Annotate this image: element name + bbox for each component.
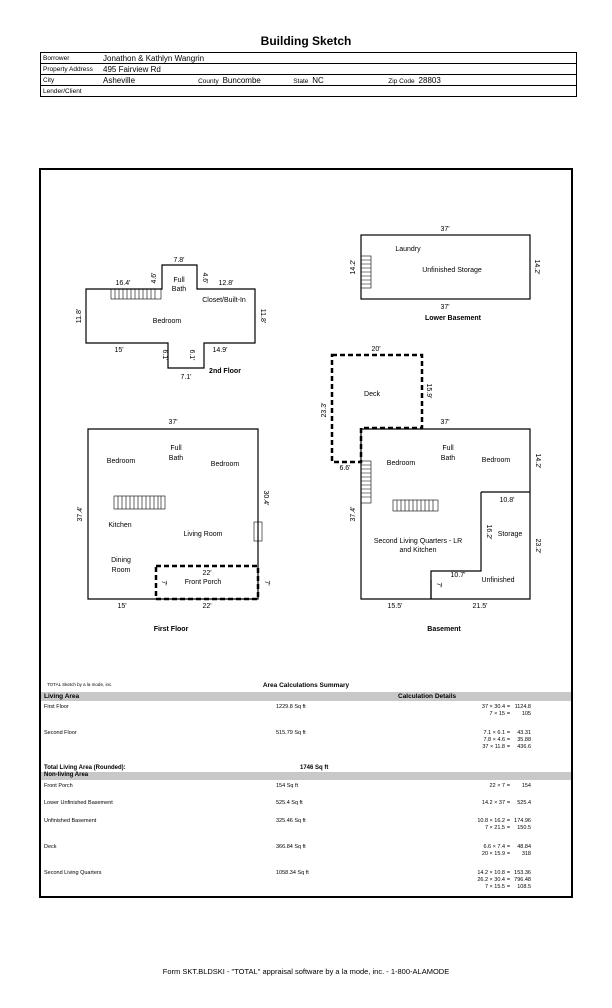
- header-table: [40, 52, 577, 97]
- calc-equals: =: [506, 800, 511, 806]
- dim-lb-top: 37': [440, 226, 450, 233]
- room-ff-front-porch: Front Porch: [184, 579, 222, 586]
- calc-expression: 6.6 × 7.4: [483, 844, 505, 850]
- calc-expression: 37 × 30.4: [481, 704, 505, 710]
- dim-bs-right-bottom: 23.2': [534, 538, 541, 554]
- calc-expression: 10.8 × 16.2: [477, 818, 505, 824]
- dim-2f-bath-left: 4.6': [151, 272, 158, 284]
- room-ff-dining-room: Room: [111, 567, 131, 574]
- summary-row-name: First Floor: [44, 704, 69, 710]
- room-2f-bedroom: Bedroom: [152, 318, 182, 325]
- calc-result: 43.31: [517, 730, 531, 736]
- dim-bs-bottom-right: 21.5': [472, 603, 488, 610]
- dim-bs-notch: 7': [435, 582, 442, 588]
- calc-expression: 22 × 7: [489, 783, 505, 789]
- room-ff-living: Living Room: [183, 531, 223, 538]
- calc-equals: =: [506, 818, 511, 824]
- dim-bs-notch-top: 10.7': [450, 572, 466, 579]
- lender-label: Lender/Client: [43, 87, 82, 95]
- total-value: 1746 Sq ft: [300, 765, 329, 771]
- calc-expression: 7 × 15: [489, 711, 505, 717]
- room-ff-dining: Dining: [111, 557, 131, 564]
- dim-deck-left: 23.3': [321, 402, 328, 418]
- nonliving-label: Non-living Area: [44, 772, 89, 778]
- room-ff-bedroom-left: Bedroom: [106, 458, 136, 465]
- dim-2f-top: 7.8': [173, 257, 185, 264]
- zip-value: 28803: [418, 75, 441, 85]
- calc-result: 35.88: [517, 737, 531, 743]
- calc-expression: 7 × 15.5: [484, 884, 505, 890]
- room-bs-bedroom-left: Bedroom: [386, 460, 416, 467]
- room-ff-full: Full: [170, 445, 182, 452]
- calc-equals: =: [506, 851, 511, 857]
- calc-expression: 20 × 15.9: [481, 851, 505, 857]
- page-title: Building Sketch: [260, 34, 352, 48]
- dim-porch-left: 7': [160, 580, 167, 586]
- dim-ff-bottom-left: 15': [117, 603, 127, 610]
- dim-bs-left: 37.4': [350, 506, 357, 522]
- borrower-value: Jonathon & Kathlyn Wangrin: [103, 53, 205, 63]
- dim-2f-left: 11.8': [76, 308, 83, 324]
- calc-equals: =: [506, 825, 511, 831]
- summary-row-name: Second Floor: [44, 730, 77, 736]
- room-bs-second-living: Second Living Quarters - LR: [373, 538, 463, 545]
- room-lb-laundry: Laundry: [395, 246, 421, 253]
- dim-2f-bottom-left: 15': [114, 347, 124, 354]
- calc-result: 796.48: [514, 877, 531, 883]
- dim-deck-top: 20': [371, 346, 381, 353]
- calc-expression: 37 × 11.8: [482, 744, 505, 750]
- living-area-header: [41, 692, 571, 701]
- dim-lb-left: 14.2': [350, 259, 357, 275]
- calc-equals: =: [506, 730, 511, 736]
- calc-result: 154: [521, 783, 531, 789]
- address-value: 495 Fairview Rd: [103, 64, 161, 74]
- room-bs-bath: Bath: [440, 455, 456, 462]
- summary-row-area: 525.4 Sq ft: [276, 800, 303, 806]
- summary-title: Area Calculations Summary: [262, 682, 350, 689]
- dim-2f-bottom-right: 14.9': [212, 347, 228, 354]
- summary-row-name: Front Porch: [44, 783, 73, 789]
- living-area-label: Living Area: [44, 693, 80, 700]
- calc-result: 1124.8: [514, 704, 531, 710]
- dim-bs-top: 37': [440, 419, 450, 426]
- room-bs-unfinished: Unfinished: [481, 577, 515, 584]
- summary-row-area: 325.46 Sq ft: [276, 818, 306, 824]
- stair-2nd-floor: [111, 289, 161, 299]
- sketch-credit: TOTAL Sketch by a la mode, inc.: [47, 682, 113, 687]
- summary-row-name: Lower Unfinished Basement: [44, 800, 113, 806]
- dim-ff-top: 37': [168, 419, 178, 426]
- city-value: Asheville: [103, 75, 136, 85]
- dim-bs-right-top: 14.2': [534, 453, 541, 469]
- county-value: Buncombe: [222, 75, 261, 85]
- stair-first-floor: [114, 496, 165, 509]
- room-bs-storage: Storage: [497, 531, 523, 538]
- caption-basement: Basement: [427, 626, 461, 633]
- room-bs-and-kitchen: and Kitchen: [399, 547, 437, 554]
- dim-ff-right: 30.4': [262, 490, 269, 506]
- calc-equals: =: [506, 711, 511, 717]
- dim-bs-storage-top: 10.8': [499, 497, 515, 504]
- state-value: NC: [312, 75, 324, 85]
- stair-basement-center: [393, 500, 438, 511]
- summary-row-name: Unfinished Basement: [44, 818, 97, 824]
- summary-row-area: 1229.8 Sq ft: [276, 704, 306, 710]
- summary-row-area: 366.84 Sq ft: [276, 844, 306, 850]
- room-ff-kitchen: Kitchen: [108, 522, 132, 529]
- calc-equals: =: [506, 783, 511, 789]
- city-label: City: [43, 76, 55, 84]
- calc-result: 174.96: [514, 818, 531, 824]
- address-label: Property Address: [43, 65, 93, 73]
- calc-result: 153.36: [514, 870, 531, 876]
- floor-plan-sketch: [39, 168, 573, 688]
- dim-bs-storage-left: 16.2': [485, 524, 492, 540]
- caption-lower-basement: Lower Basement: [424, 315, 482, 322]
- room-bs-full: Full: [442, 445, 454, 452]
- summary-row-area: 515.79 Sq ft: [276, 730, 306, 736]
- calc-equals: =: [506, 844, 511, 850]
- dim-porch-top: 22': [202, 570, 212, 577]
- room-ff-bedroom-right: Bedroom: [210, 461, 240, 468]
- calc-result: 108.5: [517, 884, 531, 890]
- dim-2f-bump-left: 6.1': [161, 349, 168, 361]
- dim-2f-left-top: 16.4': [115, 280, 131, 287]
- calc-equals: =: [506, 877, 511, 883]
- calc-result: 48.84: [517, 844, 531, 850]
- dim-deck-bottom: 6.6': [339, 465, 351, 472]
- county-label: County: [198, 77, 219, 85]
- dim-deck-right: 15.9': [425, 383, 432, 399]
- room-bs-bedroom-right: Bedroom: [481, 457, 511, 464]
- dim-2f-bump-bottom: 7.1': [180, 374, 192, 381]
- dim-bs-bottom-left: 15.5': [387, 603, 403, 610]
- dim-lb-bottom: 37': [440, 304, 450, 311]
- deck-outline: [332, 355, 422, 462]
- room-ff-bath: Bath: [168, 455, 184, 462]
- summary-row-area: 154 Sq ft: [276, 783, 299, 789]
- dim-ff-left: 37.4': [77, 506, 84, 522]
- calc-expression: 14.2 × 10.8: [477, 870, 505, 876]
- caption-2nd-floor: 2nd Floor: [209, 368, 241, 375]
- summary-row-name: Second Living Quarters: [44, 870, 102, 876]
- dim-2f-right: 11.8': [259, 308, 266, 324]
- state-label: State: [293, 77, 309, 85]
- summary-row-name: Deck: [44, 844, 57, 850]
- calc-equals: =: [506, 870, 511, 876]
- room-lb-storage: Unfinished Storage: [422, 267, 482, 274]
- total-label: Total Living Area (Rounded):: [44, 765, 126, 771]
- calc-expression: 7.1 × 6.1: [483, 730, 505, 736]
- calc-expression: 7 × 21.5: [484, 825, 505, 831]
- room-2f-bath: Bath: [171, 286, 187, 293]
- calc-expression: 14.2 × 37: [481, 800, 505, 806]
- calc-result: 150.5: [517, 825, 531, 831]
- calc-result: 436.6: [517, 744, 531, 750]
- borrower-label: Borrower: [43, 54, 70, 62]
- dim-porch-bottom: 22': [202, 603, 212, 610]
- room-2f-closet: Closet/Built-In: [202, 297, 246, 304]
- dim-2f-bump-right: 6.1': [188, 349, 195, 361]
- calc-equals: =: [506, 744, 511, 750]
- calc-equals: =: [506, 884, 511, 890]
- dim-2f-bath-right: 4.6': [201, 272, 208, 284]
- summary-row-area: 1058.34 Sq ft: [276, 870, 309, 876]
- zip-label: Zip Code: [388, 77, 415, 85]
- dim-lb-right: 14.2': [533, 259, 540, 275]
- form-footer: Form SKT.BLDSKI - "TOTAL" appraisal software by a la mode, inc. - 1-800-ALAMODE: [162, 967, 450, 976]
- calc-expression: 7.8 × 4.6: [483, 737, 505, 743]
- caption-first-floor: First Floor: [153, 626, 189, 633]
- calc-result: 525.4: [517, 800, 531, 806]
- room-2f-full: Full: [173, 277, 185, 284]
- nonliving-header: [41, 772, 571, 780]
- calc-equals: =: [506, 737, 511, 743]
- calc-expression: 26.2 × 30.4: [477, 877, 505, 883]
- dim-2f-right-top: 12.8': [218, 280, 234, 287]
- calc-equals: =: [506, 704, 511, 710]
- label-deck: Deck: [364, 391, 380, 398]
- calc-details-label: Calculation Details: [398, 693, 457, 700]
- calc-result: 105: [521, 711, 531, 717]
- dim-porch-right: 7': [263, 580, 270, 586]
- calc-result: 318: [521, 851, 531, 857]
